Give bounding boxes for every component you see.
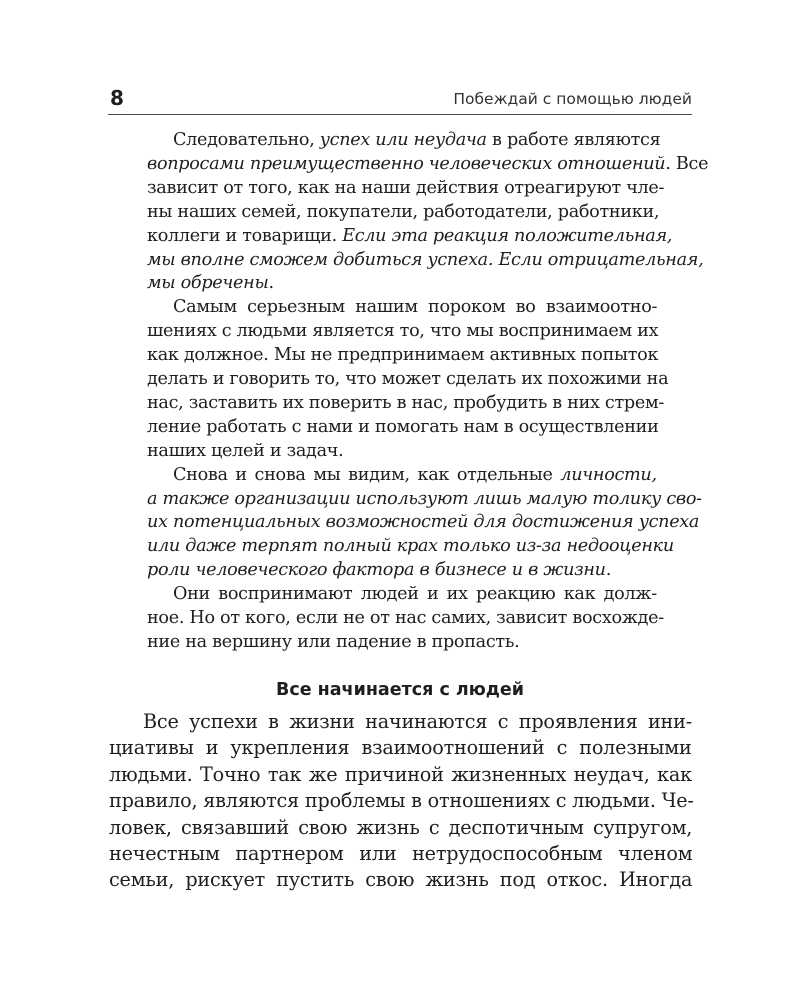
italic-text: роли человеческого фактора в бизнесе и в жизни xyxy=(147,560,606,581)
text-run: Следовательно, xyxy=(173,130,320,150)
passage-line xyxy=(147,250,703,270)
text-run: . xyxy=(605,560,612,581)
passage-line xyxy=(147,560,611,580)
text-run: ние на вершину или падение в пропасть. xyxy=(147,631,520,652)
page-number: 8 xyxy=(110,86,124,110)
italic-text: вопросами преимущественно человеческих отношений xyxy=(147,153,666,174)
italic-text: личности, xyxy=(560,464,657,485)
running-title: Побеждай с помощью людей xyxy=(453,90,692,108)
italic-text: успех или неудача xyxy=(319,130,487,150)
italic-text: мы вполне сможем добиться успеха. Если отрицательная, xyxy=(147,249,704,270)
italic-text: их потенциальных возможностей для достижения успеха xyxy=(147,512,700,533)
text-run: ное. Но от кого, если не от нас самих, зависит восхожде- xyxy=(147,608,664,628)
passage-line xyxy=(147,369,668,389)
body-line: ловек, связавший свою жизнь с деспотичным супругом, xyxy=(109,815,693,839)
text-run: Самым серьезным нашим пороком во взаимоотно- xyxy=(173,297,658,318)
italic-text: а также организации используют лишь малую толику сво- xyxy=(147,488,702,509)
text-run: наших целей и задач. xyxy=(147,440,344,461)
passage-line xyxy=(147,536,674,556)
section-heading: Все начинается с людей xyxy=(275,680,525,700)
passage-line xyxy=(147,632,519,652)
passage-line xyxy=(173,297,657,317)
italic-text: Если эта реакция положительная, xyxy=(342,225,673,246)
passage-line xyxy=(173,465,657,485)
passage-line xyxy=(147,512,699,532)
italic-text: мы обречены xyxy=(147,273,269,294)
passage-line xyxy=(147,178,664,198)
passage-line xyxy=(147,226,672,246)
text-run: в работе являются xyxy=(486,130,661,150)
text-run: . xyxy=(268,273,274,294)
body-line: людьми. Точно так же причиной жизненных неудач, как xyxy=(109,762,692,786)
body-line: нечестным партнером или нетрудоспособным членом xyxy=(109,842,693,865)
passage-line xyxy=(147,202,659,222)
passage-line xyxy=(147,154,708,174)
text-run: . Все xyxy=(665,153,709,174)
passage-line xyxy=(147,321,658,341)
text-run: ны наших семей, покупатели, работодатели, работники, xyxy=(147,201,660,222)
text-run: как должное. Мы не предпринимаем активных попыток xyxy=(147,345,659,366)
body-line: Все успехи в жизни начинаются с проявления ини- xyxy=(143,710,693,733)
passage-line xyxy=(147,489,702,509)
text-run: Снова и снова мы видим, как отдельные xyxy=(173,464,561,485)
text-run: делать и говорить то, что может сделать их похожими на xyxy=(147,369,669,389)
passage-line xyxy=(147,393,664,413)
passage-line xyxy=(147,273,274,293)
italic-text: или даже терпят полный крах только из-за недооценки xyxy=(147,536,674,557)
passage-line xyxy=(147,345,658,365)
page-header xyxy=(108,84,692,115)
text-run: шениях с людьми является то, что мы воспринимаем их xyxy=(147,321,659,342)
text-run: нас, заставить их поверить в нас, пробудить в них стрем- xyxy=(147,392,665,413)
passage-line xyxy=(147,441,343,461)
text-run: Они воспринимают людей и их реакцию как долж- xyxy=(173,584,657,605)
body-line: правило, являются проблемы в отношениях с людьми. Че- xyxy=(109,789,694,813)
text-run: коллеги и товарищи. xyxy=(147,225,343,246)
passage-line xyxy=(147,417,659,437)
text-run: зависит от того, как на наши действия отреагируют чле- xyxy=(147,177,665,198)
body-line: циативы и укрепления взаимоотношений с полезными xyxy=(109,736,692,760)
passage-line xyxy=(173,130,660,150)
passage-line xyxy=(147,608,664,628)
text-run: ление работать с нами и помогать нам в осуществлении xyxy=(147,416,659,437)
body-line: семьи, рискует пустить свою жизнь под откос. Иногда xyxy=(109,868,693,892)
passage-line xyxy=(173,584,657,604)
